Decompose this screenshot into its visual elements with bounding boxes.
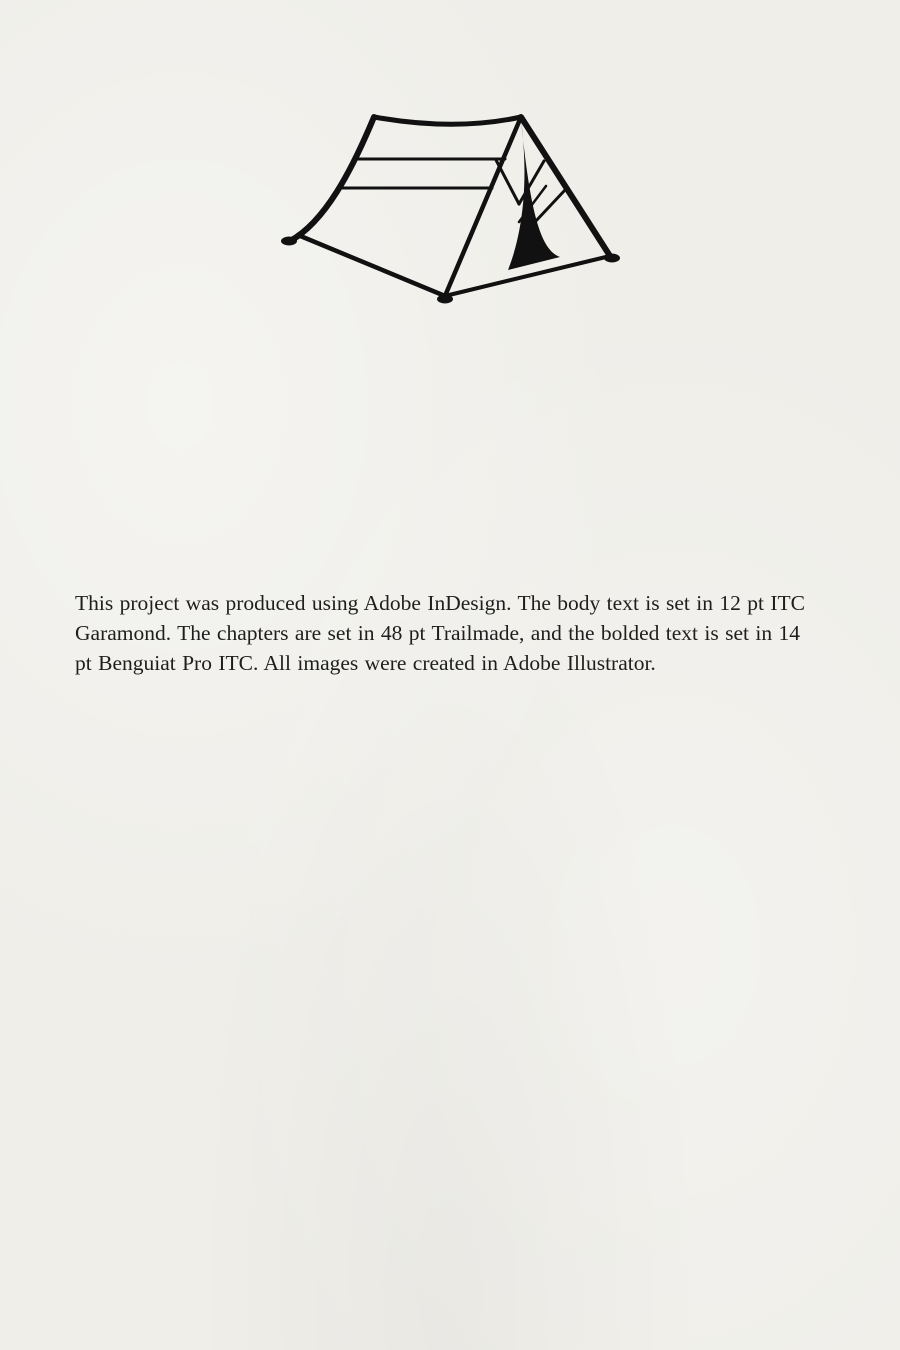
colophon-text: This project was produced using Adobe InDesign. The body text is set in 12 pt ITC Garamond. The chapters are set in 48 pt Trailmade, and the bolded text is set in 14 pt Benguiat Pro ITC. All images were created in Adobe Illustrator.: [75, 591, 805, 675]
tent-icon: [270, 100, 630, 315]
tent-illustration: [270, 100, 630, 315]
